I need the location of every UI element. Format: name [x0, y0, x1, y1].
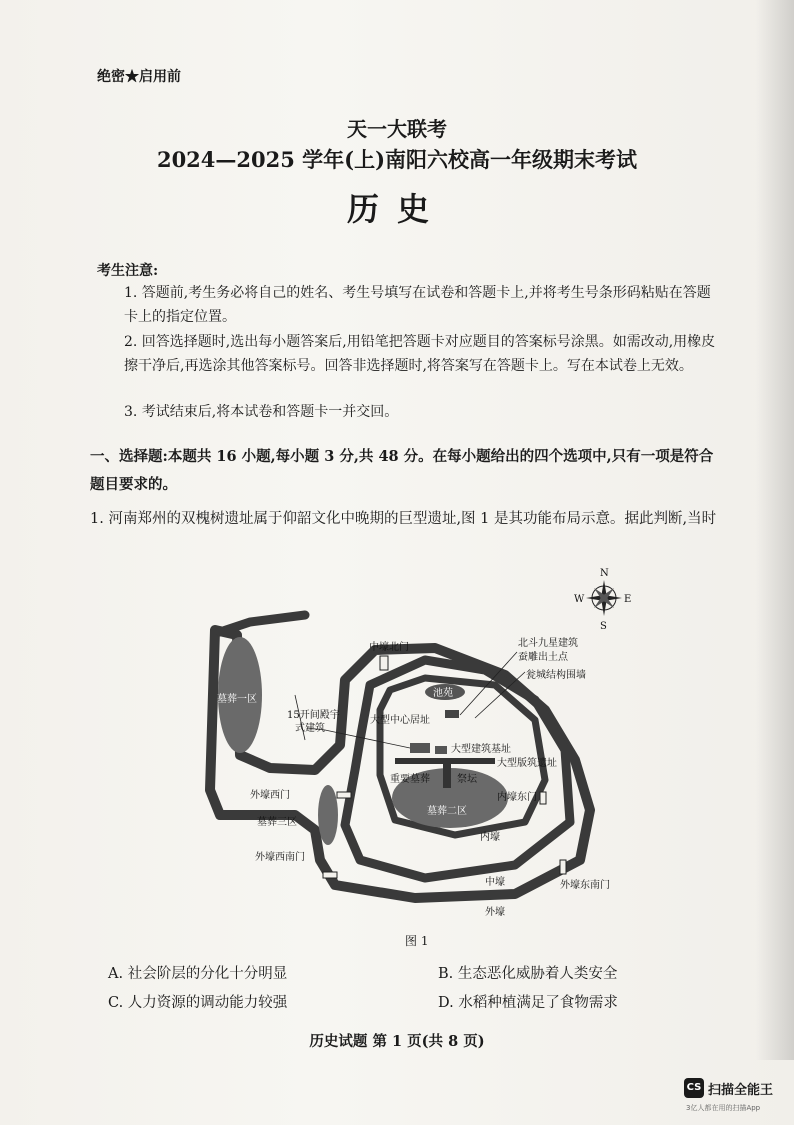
- notice-heading: 考生注意:: [97, 263, 159, 279]
- label-hall-1: 15开间殿宇: [287, 710, 340, 721]
- southeast-gate-mark: [560, 860, 566, 874]
- camscanner-logo-icon: CS: [684, 1078, 704, 1098]
- compass-icon: [574, 568, 631, 632]
- option-d: D. 水稻种植满足了食物需求: [438, 995, 618, 1011]
- label-wall: 瓮城结构围墙: [526, 670, 586, 681]
- foundation-block-2: [435, 746, 447, 754]
- notice-item-2: 2. 回答选择题时,选出每小题答案后,用铅笔把答题卡对应题目的答案标号涂黑。如需改动,用橡皮擦干净后,再选涂其他答案标号。回答非选择题时,将答案写在答题卡上。写在本试卷上无效。: [124, 334, 716, 374]
- exam-title: 2024—2025 学年(上)南阳六校高一年级期末考试: [156, 147, 638, 172]
- label-inner-east-gate: 内壕东门: [497, 792, 537, 803]
- label-north-gate: 中壕北门: [369, 642, 409, 653]
- label-residence: 大型中心居址: [370, 715, 430, 726]
- subject-title: 历史: [346, 190, 447, 228]
- label-outer: 外壕: [485, 907, 505, 918]
- notice-item-3: 3. 考试结束后,将本试卷和答题卡一并交回。: [124, 404, 399, 420]
- label-cemetery-1: 墓葬一区: [217, 694, 257, 705]
- southwest-gate-mark: [323, 872, 337, 878]
- label-hall-2: 式建筑: [295, 723, 325, 734]
- option-a: A. 社会阶层的分化十分明显: [108, 966, 288, 982]
- compass-n: N: [600, 568, 609, 579]
- paved-road: [395, 758, 495, 764]
- option-c: C. 人力资源的调动能力较强: [108, 995, 288, 1011]
- site-layout-map: [195, 560, 635, 930]
- label-sacrifice: 重要墓葬: [390, 774, 430, 785]
- label-southeast-gate: 外壕东南门: [560, 880, 610, 891]
- label-beidou-1: 北斗九星建筑: [518, 638, 578, 649]
- option-b: B. 生态恶化威胁着人类安全: [438, 966, 618, 982]
- label-southwest-gate: 外壕西南门: [255, 852, 305, 863]
- watermark-name: 扫描全能王: [708, 1083, 774, 1098]
- north-gate-mark: [380, 656, 388, 670]
- label-paved-road: 大型版筑遗址: [497, 758, 557, 769]
- label-inner: 内壕: [480, 832, 500, 843]
- label-cemetery-2: 墓葬二区: [427, 806, 467, 817]
- question-1-stem: 1. 河南郑州的双槐树遗址属于仰韶文化中晚期的巨型遗址,图 1 是其功能布局示意。据此判断,当时: [90, 511, 717, 527]
- label-middle: 中壕: [485, 877, 505, 888]
- label-altar: 祭坛: [457, 774, 477, 785]
- section-heading: 一、选择题:本题共 16 小题,每小题 3 分,共 48 分。在每小题给出的四个选项中,只有一项是符合题目要求的。: [90, 448, 714, 493]
- notice-item-1: 1. 答题前,考生务必将自己的姓名、考生号填写在试卷和答题卡上,并将考生号条形码粘贴在答题卡上的指定位置。: [124, 285, 711, 325]
- west-gate-mark: [337, 792, 351, 798]
- outer-moat-north-arm: [220, 615, 305, 632]
- page-footer: 历史试题 第 1 页(共 8 页): [309, 1033, 485, 1050]
- watermark-sub: 3亿人都在用的扫描App: [686, 1104, 761, 1112]
- residence-block: [445, 710, 459, 718]
- compass-e: E: [624, 594, 632, 605]
- foundation-block: [410, 743, 430, 753]
- org-title: 天一大联考: [347, 117, 447, 141]
- label-west-gate: 外壕西门: [250, 790, 290, 801]
- secret-mark: 绝密★启用前: [97, 69, 181, 85]
- label-pond: 池苑: [433, 688, 453, 699]
- figure-caption: 图 1: [405, 934, 429, 948]
- label-beidou-2: 蚕雕出土点: [518, 652, 568, 663]
- altar-column: [443, 764, 451, 788]
- compass-w: W: [574, 594, 585, 605]
- compass-s: S: [600, 621, 607, 632]
- label-cemetery-3: 墓葬三区: [257, 817, 297, 828]
- cemetery-3-area: [318, 785, 338, 845]
- inner-east-gate-mark: [540, 792, 546, 804]
- label-foundation: 大型建筑基址: [451, 744, 511, 755]
